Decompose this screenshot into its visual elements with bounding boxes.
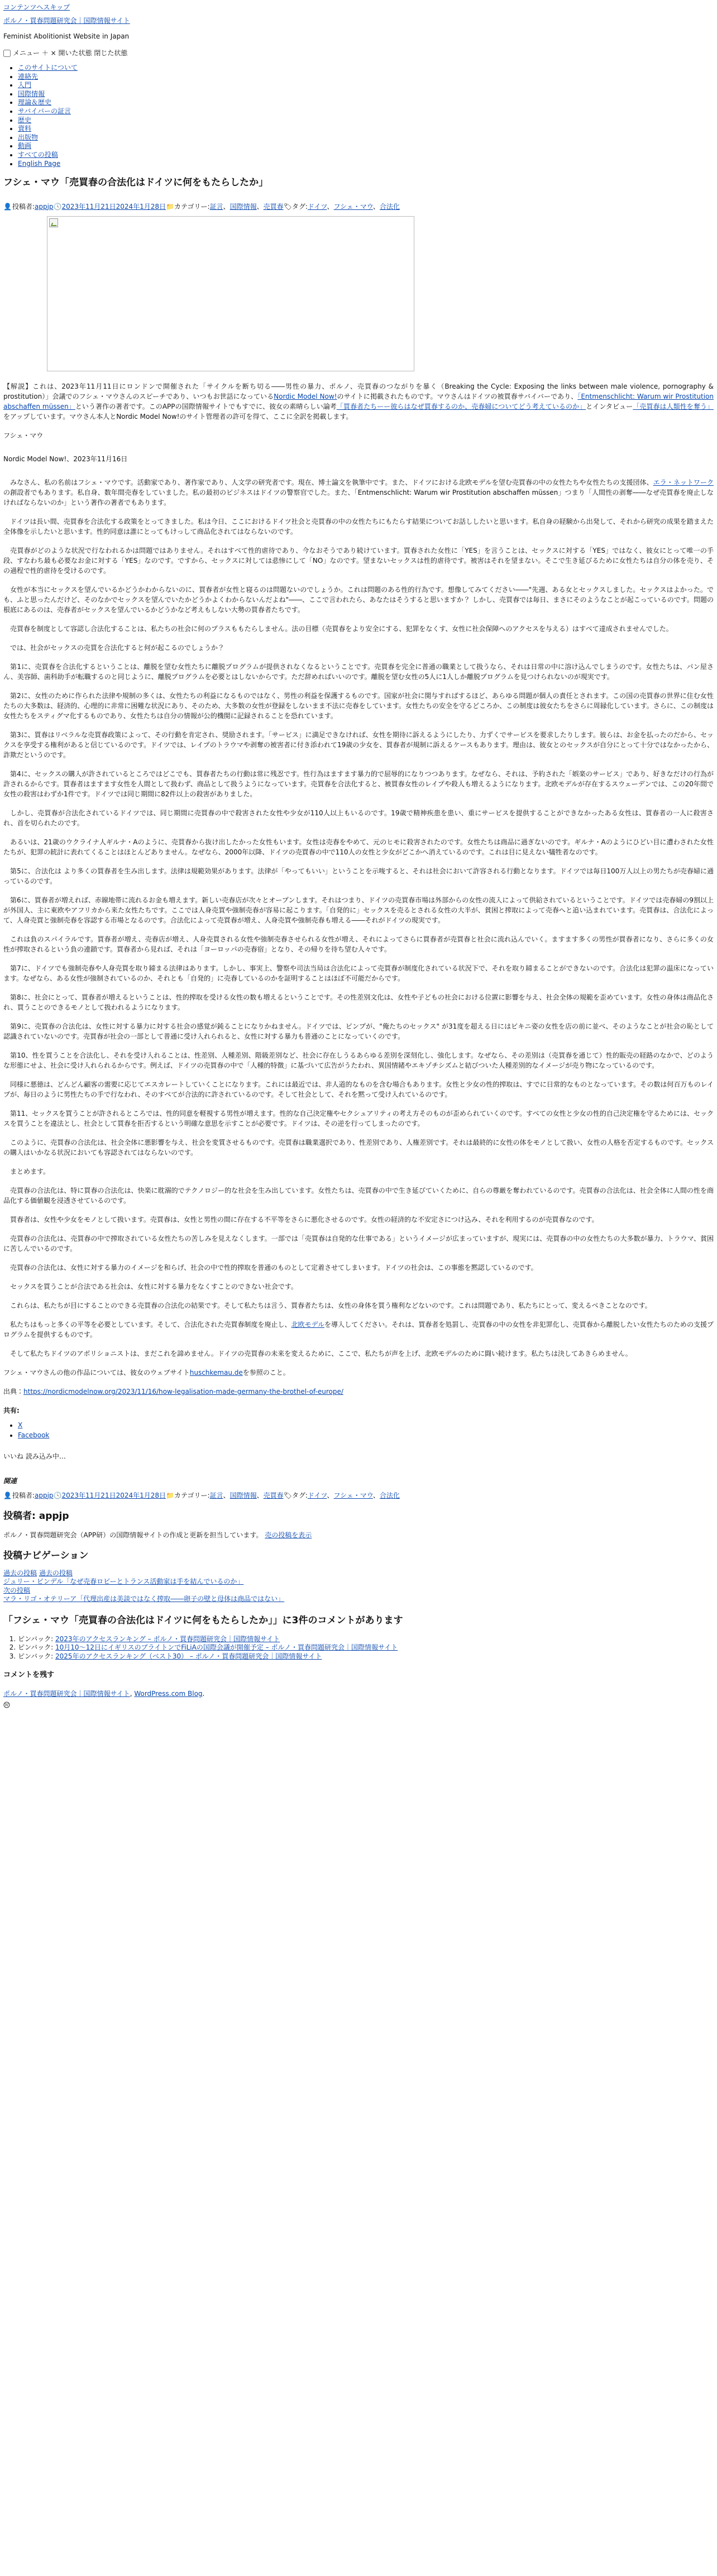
speech-paragraph	[3, 624, 714, 634]
likes-loading: いいね 読み込み中…	[3, 1452, 66, 1460]
paragraph-text: 第7に、ドイツでも強制売春や人身売買を取り締まる法律はあります。しかし、事実上、警察や司法当局は合法化によって売買春が制度化されている状況下で、それを取り締まることができないのです。合法化は犯罪の温床になっています。なぜなら、ある女性が強制されているのか、それとも「自発的」に売春しているのかを証明することはほぼ不可能だからです。	[3, 964, 714, 982]
speech-paragraph	[3, 1234, 714, 1254]
site-footer	[3, 1689, 714, 1699]
paragraph-text: 売買春の合法化は、売買春の中で搾取されている女性たちの苦しみを見えなくします。一部では「売買春は自発的な仕事である」というイメージが広まっていますが、現実には、売買春の中の女性たちの大多数が暴力、トラウマ、貧困に苦しんでいるのです。	[3, 1234, 714, 1253]
nav-link-9[interactable]: 動画	[18, 142, 32, 150]
paragraph-text: これは負のスパイラルです。買春者が増え、売春店が増え、人身売買される女性や強制売春させられる女性が増え、それによってさらに買春者が売買春と社会に流れ込んでいく。ますます多くの男性が買春者になり、さらに多くの女性が搾取されるという負の連鎖です。買春者から見れば、それは「ヨーロッパの売春宿」となり、その帰りを待ち望む人々です。	[3, 935, 714, 953]
tag-icon: 🏷	[283, 1491, 292, 1499]
paragraph-text: 第2に、女性のために作られた法律や規制の多くは、女性たちの利益になるものではなく、男性の利益を保護するものです。国家が社会に関与すればするほど、あらゆる問題が個人の責任とされます。この国の売買春の世界に住む女性たちの大多数は、経済的、心理的に非常に困難な状況にあり、そのため、大多数の女性が登録をしないまま不法に売春をしています。女性たちの安全を守るどころか、この制度は彼女たちをさらに周縁化しています。さらに、この制度は女性たちをスティグマ化するものであり、女性たちは自分の情報が公的機関に記録されることを恐れています。	[3, 691, 714, 720]
paragraph-text: 女性が本当にセックスを望んでいるかどうかわからないのに、買春者が女性と寝るのは問題ないのでしょうか。これは問題のある性的行為です。想像してみてください――"先週、ある女とセックスしました。セックスはよかった。でも、ふと思ったんだけど、そのなかでセックスを望んでいたかどうかよくわからないんだよね"――、ここで言われたら、あなたはそうすると思いますか？ しかし、売買春では毎日、まさにそのようなことが起こっているのです。問題の根底にあるのは、売春者がセックスを望んでいるかどうかなど考えもしない大勢の買春者たちです。	[3, 585, 714, 614]
speech-paragraph	[3, 1186, 714, 1206]
nav-link-2[interactable]: 入門	[18, 81, 32, 89]
site-description: Feminist Abolitionist Website in Japan	[3, 32, 130, 40]
menu-toggle-label: メニュー ＋ × 開いた状態 閉じた状態	[13, 49, 128, 57]
closing-end-text: を参照のこと。	[242, 1368, 290, 1377]
paragraph-text: 第4に、セックスの購入が許されているところではどこでも、買春者たちの行動は常に残忍です。性行為はますます暴力的で屈辱的になりつつあります。なぜなら、それは、予約された「娯楽のサービス」であり、好きなだけの行為が許されるからです。買春者はますます女性を人間として扱わず、商品として扱うようになっています。売買春を合法化すると、被買春女性のレイプや殺人も増えるようになります。北欧モデルが存在するスウェーデンでは、この20年間で女性の殺害はわずか1件です。ドイツでは同じ期間に82件以上の殺害がありました。	[3, 770, 714, 798]
speech-paragraph	[3, 691, 714, 721]
paragraph-text: の創設者でもあります。私自身、数年間売春をしていました。私の最初のビジネスはドイツの警察官でした。また、「Entmenschlicht: Warum wir Prostitution abschaffen müssen」つまり「人間性の剥奪――なぜ売買春を廃止しなければならないのか」という著作の著者でもあります。	[3, 488, 714, 506]
tag-icon: 🏷	[283, 202, 292, 211]
tag-separator: 、	[372, 202, 380, 211]
paragraph-text: あるいは、21歳のウクライナ人ギルナ・Aのように、売買春から抜け出したかった女性もいます。女性は売春をやめて、元のヒモに殺害されたのです。女性たちは商品に過ぎないのです。ギルナ・Aのようにひどい目に遭わされた女性たちが、犯罪の統計に表れてくることはほとんどありません。なぜなら、2000年以降、ドイツの売買春の中で110人の女性と少女がどこかへ消えているのです。これは目に見えない犠牲者なのです。	[3, 838, 714, 856]
pingback-label: ピンバック:	[18, 1635, 56, 1643]
source-label: 出典：	[3, 1387, 24, 1395]
category-link[interactable]: 売買春	[263, 1491, 284, 1499]
paragraph-text: みなさん、私の名前はフシェ・マウです。活動家であり、著作家であり、人文学の研究者です。現在、博士論文を執筆中です。また、ドイツにおける北欧モデルを望む売買春の中の女性たちや女性たちの支援団体、	[3, 478, 653, 486]
nav-item	[18, 81, 714, 90]
nav-link-8[interactable]: 出版物	[18, 133, 39, 141]
featured-image-placeholder	[47, 216, 414, 371]
previous-post-label-repeat[interactable]: 過去の投稿	[39, 1569, 73, 1577]
paragraph-text: 第11、セックスを買うことが許されるところでは、性的同意を軽視する男性が増えます。性的な自己決定権やセクシュアリティの考え方そのものが歪められていくのです。すべての女性と少女の性的自己決定権を守るためには、セックスを買うことを違法とし、社会として買春を拒否するという明確な意思を示すことが必要です。ドイツは、その逆を行ってしまったのです。	[3, 1109, 714, 1127]
entmenschlicht-link[interactable]: 「Entmenschlicht: Warum wir Prostitution abschaffen müssen」	[3, 392, 714, 410]
author-link[interactable]: appjp	[35, 1491, 54, 1499]
speech-paragraph	[3, 1138, 714, 1158]
paragraph-text: 第9に、売買春の合法化は、女性に対する暴力に対する社会の感覚が鈍ることになりかねません。ドイツでは、ピンプが、"俺たちのセックス" が31度を超える日にはビキニ姿の女性を店の前に並べ、そのようなことが社会の恥として認識されていないのです。売買春が社会の一部として普通に受け入れられると、女性に対する暴力も普通のことになっていくのです。	[3, 1022, 714, 1040]
tag-separator: 、	[327, 202, 334, 211]
speech-paragraph	[3, 1349, 714, 1359]
tag-link[interactable]: ドイツ	[307, 1491, 327, 1499]
nav-item	[18, 133, 714, 142]
footer-site-link[interactable]: ポルノ・買春問題研究会｜国際情報サイト	[3, 1689, 130, 1698]
speech-paragraph	[3, 643, 714, 653]
pingback-label: ピンバック:	[18, 1652, 56, 1660]
tag-link[interactable]: 合法化	[379, 1491, 400, 1499]
intro-text-1: 【解説】これは、2023年11月11日にロンドンで開催された「サイクルを断ち切る――男性の暴力、ポルノ、売買春のつながりを暴く（Breaking the Cycle: Exposing the links between male violence, pornography & prostitution）」会議でのフシェ・マウさんのスピーチであり、いつもお世話になっている	[3, 382, 714, 400]
nav-link-11[interactable]: English Page	[18, 159, 61, 168]
speech-paragraph	[3, 934, 714, 954]
author-heading: 投稿者: appjp	[3, 1510, 69, 1522]
interview-link[interactable]: 「売買春は人類性を奪う」	[633, 402, 714, 410]
intro-text-3: という著作の著者です。このAPPの国際情報サイトでもすでに、彼女の素晴らしい論考	[75, 402, 337, 410]
intro-text-5: をアップしています。マウさん本人とNordic Model Now!のサイト管理者の許可を得て、ここに全訳を掲載します。	[3, 412, 353, 420]
nav-link-4[interactable]: 理論＆歴史	[18, 98, 52, 107]
speech-paragraph	[3, 730, 714, 760]
paragraph-text: では、社会がセックスの売買を合法化すると何が起こるのでしょうか？	[3, 643, 224, 652]
huschkemau-link[interactable]: huschkemau.de	[189, 1368, 243, 1377]
category-separator: 、	[256, 202, 264, 211]
paragraph-text: 買春者は、女性や少女をモノとして扱います。売買春は、女性と男性の間に存在する不平等をさらに悪化させるのです。女性の経済的な不安定さにつけ込み、それを利用するのが売買春なのです。	[3, 1215, 599, 1224]
nav-item	[18, 98, 714, 107]
skip-to-content-link[interactable]: コンテンツへスキップ	[3, 3, 70, 11]
share-facebook-link[interactable]: Facebook	[18, 1431, 50, 1439]
paragraph-text: まとめます。	[3, 1167, 50, 1175]
nav-item	[18, 160, 714, 169]
post-date-link[interactable]: 2023年11月21日2024年1月28日	[61, 202, 166, 211]
source-line	[3, 1387, 714, 1397]
primary-nav	[3, 64, 714, 168]
nav-item	[18, 151, 714, 160]
nav-link-7[interactable]: 資料	[18, 125, 32, 133]
tag-separator: 、	[327, 1491, 334, 1499]
paragraph-text: 第3に、買春はリベラルな売買春政策によって、その行動を肯定され、奨励されます。「サービス」に満足できなければ、女性を期待に訴えるようにしたり、力ずくでサービスを要求したりします。彼らは、お金を払ったのだから、セックスを享受する権利があると信じているのです。ドイツでは、レイプのトラウマや剥奪の被害者に付き添われて19歳の少女を、買春者が規制に訴えるケースもあります。理由は、彼女とのセックスが自分にとって十分ではなかったから、詐欺だというのです。	[3, 730, 714, 759]
paragraph-text: 売買春がどのような状況で行なわれるかは問題ではありません。それはすべて性的虐待であり、今なおそうであり続けています。買春された女性に「YES」を言うことは、セックスに対する「YES」ではなく、彼女にとって唯一の手段、すなわち最も必要なお金に対する「YES」なのです。ですから、セックスに対しては悲惨にして「NO」なのです。望まないセックスは性的虐待です。被害はそれを望まない。そこで生き延びるために女性たちは自分の体を売り、その過程で性的虐待を受けるのです。	[3, 546, 714, 575]
category-link[interactable]: 国際情報	[230, 1491, 257, 1499]
author-label: 投稿者:	[12, 202, 35, 211]
author-bio-text: ポルノ・買春問題研究会（APP研）の国際情報サイトの作成と更新を担当しています。	[3, 1531, 263, 1540]
buyers-article-link[interactable]: 「買春者たちーー彼らはなぜ買春するのか、売春婦についてどう考えているのか」	[336, 402, 586, 410]
speech-paragraph	[3, 963, 714, 983]
speech-paragraph	[3, 1263, 714, 1273]
tag-separator: 、	[372, 1491, 380, 1499]
speech-paragraph	[3, 1215, 714, 1225]
tag-link[interactable]: フシェ・マウ	[333, 202, 373, 211]
category-link[interactable]: 売買春	[263, 202, 284, 211]
tag-link[interactable]: フシェ・マウ	[333, 1491, 373, 1499]
paragraph-text: これらは、私たちが目にすることのできる売買春の合法化の結果です。そして私たちは言う、買春者たちは、女性の身体を買う権利などないのです。これは問題であり、私たちにとって、変えるべきことなのです。	[3, 1301, 652, 1309]
paragraph-text: 第1に、売買春を合法化するということは、離脱を望む女性たちに離脱プログラムが提供されなくなるということです。売買春を完全に普通の職業として扱うなら、それは日常の中に溶け込んでしまうのです。女性たちは、パン屋さん、美容師、歯科助手が転職するのと同じように、離脱プログラムを必要とはしないからです。ただ辞めればいいのです。離脱を望む女性の5人に1人しか離脱プログラムを見つけられないのが現実です。	[3, 662, 714, 681]
footer-wordpress-link[interactable]: WordPress.com Blog	[134, 1689, 203, 1698]
intro-paragraph	[3, 381, 714, 422]
pingback-link[interactable]: 10月10〜12日にイギリスのブライトンでFiLiAの国際会議が開催予定 – ポルノ・買春問題研究会｜国際情報サイト	[55, 1643, 398, 1652]
post-navigation-heading: 投稿ナビゲーション	[3, 1550, 89, 1562]
folder-icon: 📁	[166, 1491, 174, 1499]
speech-body	[3, 477, 714, 1359]
share-x-link[interactable]: X	[18, 1421, 23, 1429]
paragraph-text: 同様に悪徳は、どんどん顧客の需要に応じてエスカレートしていくことになります。これには最近では、非人道的なものを含む場合もあります。女性と少女の性的搾取は、すでに日常的なものとなっています。その数は何百万ものレイプが、毎日のように男性たちの手で行なわれ、そのすべてが合法的に許されているのです。そして社会として、それを黙って受け入れているのです。	[3, 1080, 714, 1098]
closing-text: フシェ・マウさんの他の作品については、彼女のウェブサイト	[3, 1368, 190, 1377]
tag-link[interactable]: ドイツ	[307, 202, 327, 211]
nav-link-3[interactable]: 国際情報	[18, 89, 45, 98]
tag-label: タグ:	[291, 1491, 308, 1499]
paragraph-text: 売買春を制度として容認し合法化することは、私たちの社会に何のプラスももたらしません。法の目標（売買春をより安全にする、犯罪をなくす、女性に社会保障へのアクセスを与える）はすべて達成されませんでした。	[3, 624, 673, 633]
footer-separator: ,	[130, 1689, 135, 1698]
pingback-item	[18, 1635, 714, 1644]
speech-paragraph	[3, 585, 714, 615]
speech-paragraph	[3, 1301, 714, 1311]
footer-end: .	[202, 1689, 205, 1698]
site-title-link[interactable]: ポルノ・買春問題研究会｜国際情報サイト	[3, 17, 130, 25]
category-separator: 、	[223, 202, 230, 211]
pingback-label: ピンバック:	[18, 1643, 56, 1652]
speech-paragraph	[3, 992, 714, 1012]
wordpress-icon-svg	[3, 1702, 10, 1708]
svg-text:W: W	[4, 1703, 9, 1708]
speech-paragraph	[3, 1167, 714, 1177]
post-content	[3, 381, 714, 1397]
share-item	[18, 1430, 714, 1440]
post-title: フシェ・マウ「売買春の合法化はドイツに何をもたらしたか」	[3, 177, 269, 189]
speech-paragraph	[3, 1282, 714, 1292]
share-heading: 共有:	[3, 1406, 20, 1414]
reply-heading: コメントを残す	[3, 1671, 55, 1680]
nav-item	[18, 73, 714, 82]
paragraph-text: 売買春の合法化は、特に買春の合法化は、快楽に耽溺的でテクノロジー的な社会を生み出しています。女性たちは、売買春の中で生き延びていくために、自らの尊厳を奪われているのです。売買春の合法化は、社会全体に人間の性を商品化する価値観を浸透させているのです。	[3, 1186, 714, 1205]
speech-paragraph	[3, 866, 714, 886]
byline: フシェ・マウ	[3, 431, 44, 439]
pingback-link[interactable]: 2023年のアクセスランキング – ポルノ・買春問題研究会｜国際情報サイト	[55, 1635, 280, 1643]
category-link[interactable]: 証言	[209, 202, 223, 211]
nav-item	[18, 116, 714, 125]
author-bio	[3, 1530, 714, 1540]
nav-item	[18, 142, 714, 151]
paragraph-text: ドイツは長い間、売買春を合法化する政策をとってきました。私は今日、ここにおけるドイツ社会と売買春の中の女性たちにもたらす結果についてお話ししたいと思います。私自身の経験から出発して、それから研究の成果を踏まえた全体像を示したいと思います。性的同意は誰にとってもけっして商品化されてはならないのです。	[3, 517, 714, 536]
nav-link-6[interactable]: 歴史	[18, 116, 32, 124]
menu-toggle-checkbox[interactable]	[3, 50, 11, 57]
broken-image-icon	[49, 218, 58, 227]
speech-paragraph	[3, 1108, 714, 1129]
post-meta-footer	[3, 1490, 714, 1500]
nav-link-5[interactable]: サバイバーの証言	[18, 107, 71, 115]
paragraph-text: 第8に、社会にとって、買春者が増えるということは、性的搾取を受ける女性の数も増えるということです。その性差別文化は、女性や子どもの社会における位置に影響を与え、社会全体の規範を歪めています。女性の身体は商品化され、買うことのできるモノとして扱われるようになります。	[3, 993, 714, 1011]
speech-paragraph	[3, 1050, 714, 1070]
paragraph-text: このように、売買春の合法化は、社会全体に悪影響を与え、社会を変質させるものです。売買春は職業選択であり、性差別であり、人権差別です。それは最終的に女性の体をモノとして扱い、女性の人格を否定するものです。セックスの購入はいかなる状況においても容認されてはならないのです。	[3, 1138, 714, 1156]
author-label: 投稿者:	[12, 1491, 35, 1499]
speech-paragraph	[3, 808, 714, 828]
comments-heading: 「フシェ・マウ「売買春の合法化はドイツに何をもたらしたか」」に3件のコメントがあります	[3, 1615, 403, 1626]
previous-post-link[interactable]: ジュリー・ビンデル「なぜ売春ロビーとトランス活動家は手を結んでいるのか」	[3, 1578, 244, 1586]
related-heading: 関連	[3, 1476, 17, 1485]
nav-link-0[interactable]: このサイトについて	[18, 64, 78, 71]
wordpress-icon[interactable]	[3, 1701, 10, 1711]
speech-paragraph	[3, 1320, 714, 1340]
category-link[interactable]: 国際情報	[230, 202, 257, 211]
category-link[interactable]: 証言	[209, 1491, 223, 1499]
post-meta	[3, 202, 714, 212]
nav-item	[18, 107, 714, 116]
paragraph-text: 第6に、買春者が増えれば、赤線地帯に流れるお金も増えます。新しい売春店が次々とオープンします。それはつまり、ドイツの売買春市場は外部からの女性の流入によって供給されているということです。ドイツでは売春婦の9割以上が外国人、主に東欧やアフリカから来た女性たちです。ここでは人身売買や強制売春が容易に起こります。「自発的に」セックスを売るとされる女性の大半が、貧困と搾取によって売春へと追い込まれています。売買春は、合法化によって、人身売買と強制売春を容認する市場となるのです。合法化によって売買春が増え、人身売買や強制売春も増える――それがドイツの現実です。	[3, 896, 714, 924]
previous-post-label[interactable]: 過去の投稿	[3, 1569, 37, 1577]
nav-link-10[interactable]: すべての投稿	[18, 150, 58, 159]
folder-icon: 📁	[166, 202, 174, 211]
comments-list	[3, 1635, 714, 1661]
category-separator: 、	[223, 1491, 230, 1499]
paragraph-text: しかし、売買春が合法化されているドイツでは、同じ期間に売買春の中で殺害された女性や少女が110人以上もいるのです。19歳で精神疾患を患い、重にサービスを提供することができなかったある女性は、買春者の一人に殺害され、首を切られたのです。	[3, 809, 714, 827]
next-post-link[interactable]: マラ・リゴ・オテリーア「代理出産は美談ではなく搾取――卵子の壁と母体は商品ではない」	[3, 1595, 285, 1603]
speech-paragraph	[3, 662, 714, 682]
main-content	[3, 176, 714, 1681]
post-date-link[interactable]: 2023年11月21日2024年1月28日	[61, 1491, 166, 1499]
paragraph-text: 私たちはもっと多くの平等を必要としています。そして、合法化された売買春制度を廃止し、	[3, 1320, 291, 1328]
tag-link[interactable]: 合法化	[379, 202, 400, 211]
calendar-icon: 🕓	[53, 202, 62, 211]
speech-paragraph	[3, 769, 714, 799]
pingback-item	[18, 1652, 714, 1661]
category-separator: 、	[256, 1491, 264, 1499]
paragraph-text: セックスを買うことが合法である社会は、女性に対する暴力をなくすことのできない社会です。	[3, 1282, 298, 1291]
speech-paragraph	[3, 895, 714, 925]
speech-paragraph	[3, 517, 714, 537]
speech-paragraph	[3, 837, 714, 857]
paragraph-text: そして私たちドイツのアボリショニストは、まだこれを諦めません。ドイツの売買春の未来を変えるために、ここで、私たちが声を上げ、北欧モデルのために闘い続けます。私たちは決してあきらめません。	[3, 1349, 632, 1358]
inline-link[interactable]: 北欧モデル	[291, 1320, 325, 1328]
nav-item	[18, 64, 714, 73]
speech-paragraph	[3, 1021, 714, 1041]
category-label: カテゴリー:	[174, 202, 210, 211]
post-navigation	[3, 1569, 714, 1604]
nav-item	[18, 90, 714, 99]
calendar-icon: 🕓	[53, 1491, 62, 1499]
paragraph-text: を導入してください。それは、買春者を処罰し、売買春の中の女性を非犯罪化し、売買春から離脱したい女性たちのための支援プログラムを提供するものです。	[3, 1320, 714, 1339]
nav-link-1[interactable]: 連絡先	[18, 72, 39, 80]
speech-paragraph	[3, 1079, 714, 1100]
author-icon: 👤	[3, 202, 12, 211]
nordic-model-now-link[interactable]: Nordic Model Now!	[274, 392, 337, 400]
source-link[interactable]: https://nordicmodelnow.org/2023/11/16/how-legalisation-made-germany-the-brothel-of-europe/	[23, 1387, 343, 1395]
tag-label: タグ:	[291, 202, 308, 211]
author-icon: 👤	[3, 1491, 12, 1499]
paragraph-text: 売買春の合法化は、女性に対する暴力のイメージを和らげ、社会の中で性的搾取を普通のものとして定着させてしまいます。ドイツの社会は、この事態を黙認しているのです。	[3, 1263, 538, 1272]
paragraph-text: 第10、性を買うことを合法化し、それを受け入れることは、性差別、人種差別、階級差別など、社会に存在しうるあらゆる差別を深刻化し、強化します。なぜなら、その差別は（売買春を通じて）性的販売の経路のなかで、どのような形態にせよ、社会に受け入れられるからです。例えば、ドイツの売買春の中で「人種的特徴」に基づいて広告がうたわれ、異国情緒やエキゾチシズムと結びついた人種差別的なイメージが売り物になっているのです。	[3, 1051, 714, 1069]
intro-text-2: のサイトに掲載されたものです。マウさんはドイツの被買春サバイバーであり、	[337, 392, 578, 400]
closing-paragraph	[3, 1368, 714, 1378]
menu-toggle[interactable]	[3, 48, 714, 58]
speech-paragraph	[3, 477, 714, 508]
nav-item	[18, 125, 714, 133]
category-label: カテゴリー:	[174, 1491, 210, 1499]
dateline: Nordic Model Now!、2023年11月16日	[3, 455, 128, 463]
intro-text-4: とインタビュー	[586, 402, 633, 410]
share-list	[3, 1420, 714, 1440]
author-posts-link[interactable]: 売の投稿を表示	[265, 1531, 312, 1540]
paragraph-text: 第5に、合法化は より多くの買春者を生み出します。法律は規範効果があります。法律が「やってもいい」ということを示唆すると、それは社会において許容される行動となります。ドイツでは毎日100万人以上の男たちが売春婦に通っているのです。	[3, 867, 714, 885]
author-link[interactable]: appjp	[35, 202, 54, 211]
pingback-link[interactable]: 2025年のアクセスランキング（ベスト30） – ポルノ・買春問題研究会｜国際情報サイト	[55, 1652, 322, 1660]
share-item	[18, 1420, 714, 1430]
speech-paragraph	[3, 546, 714, 576]
inline-link[interactable]: エラ・ネットワーク	[653, 478, 714, 486]
next-post-label[interactable]: 次の投稿	[3, 1586, 31, 1594]
pingback-item	[18, 1643, 714, 1652]
